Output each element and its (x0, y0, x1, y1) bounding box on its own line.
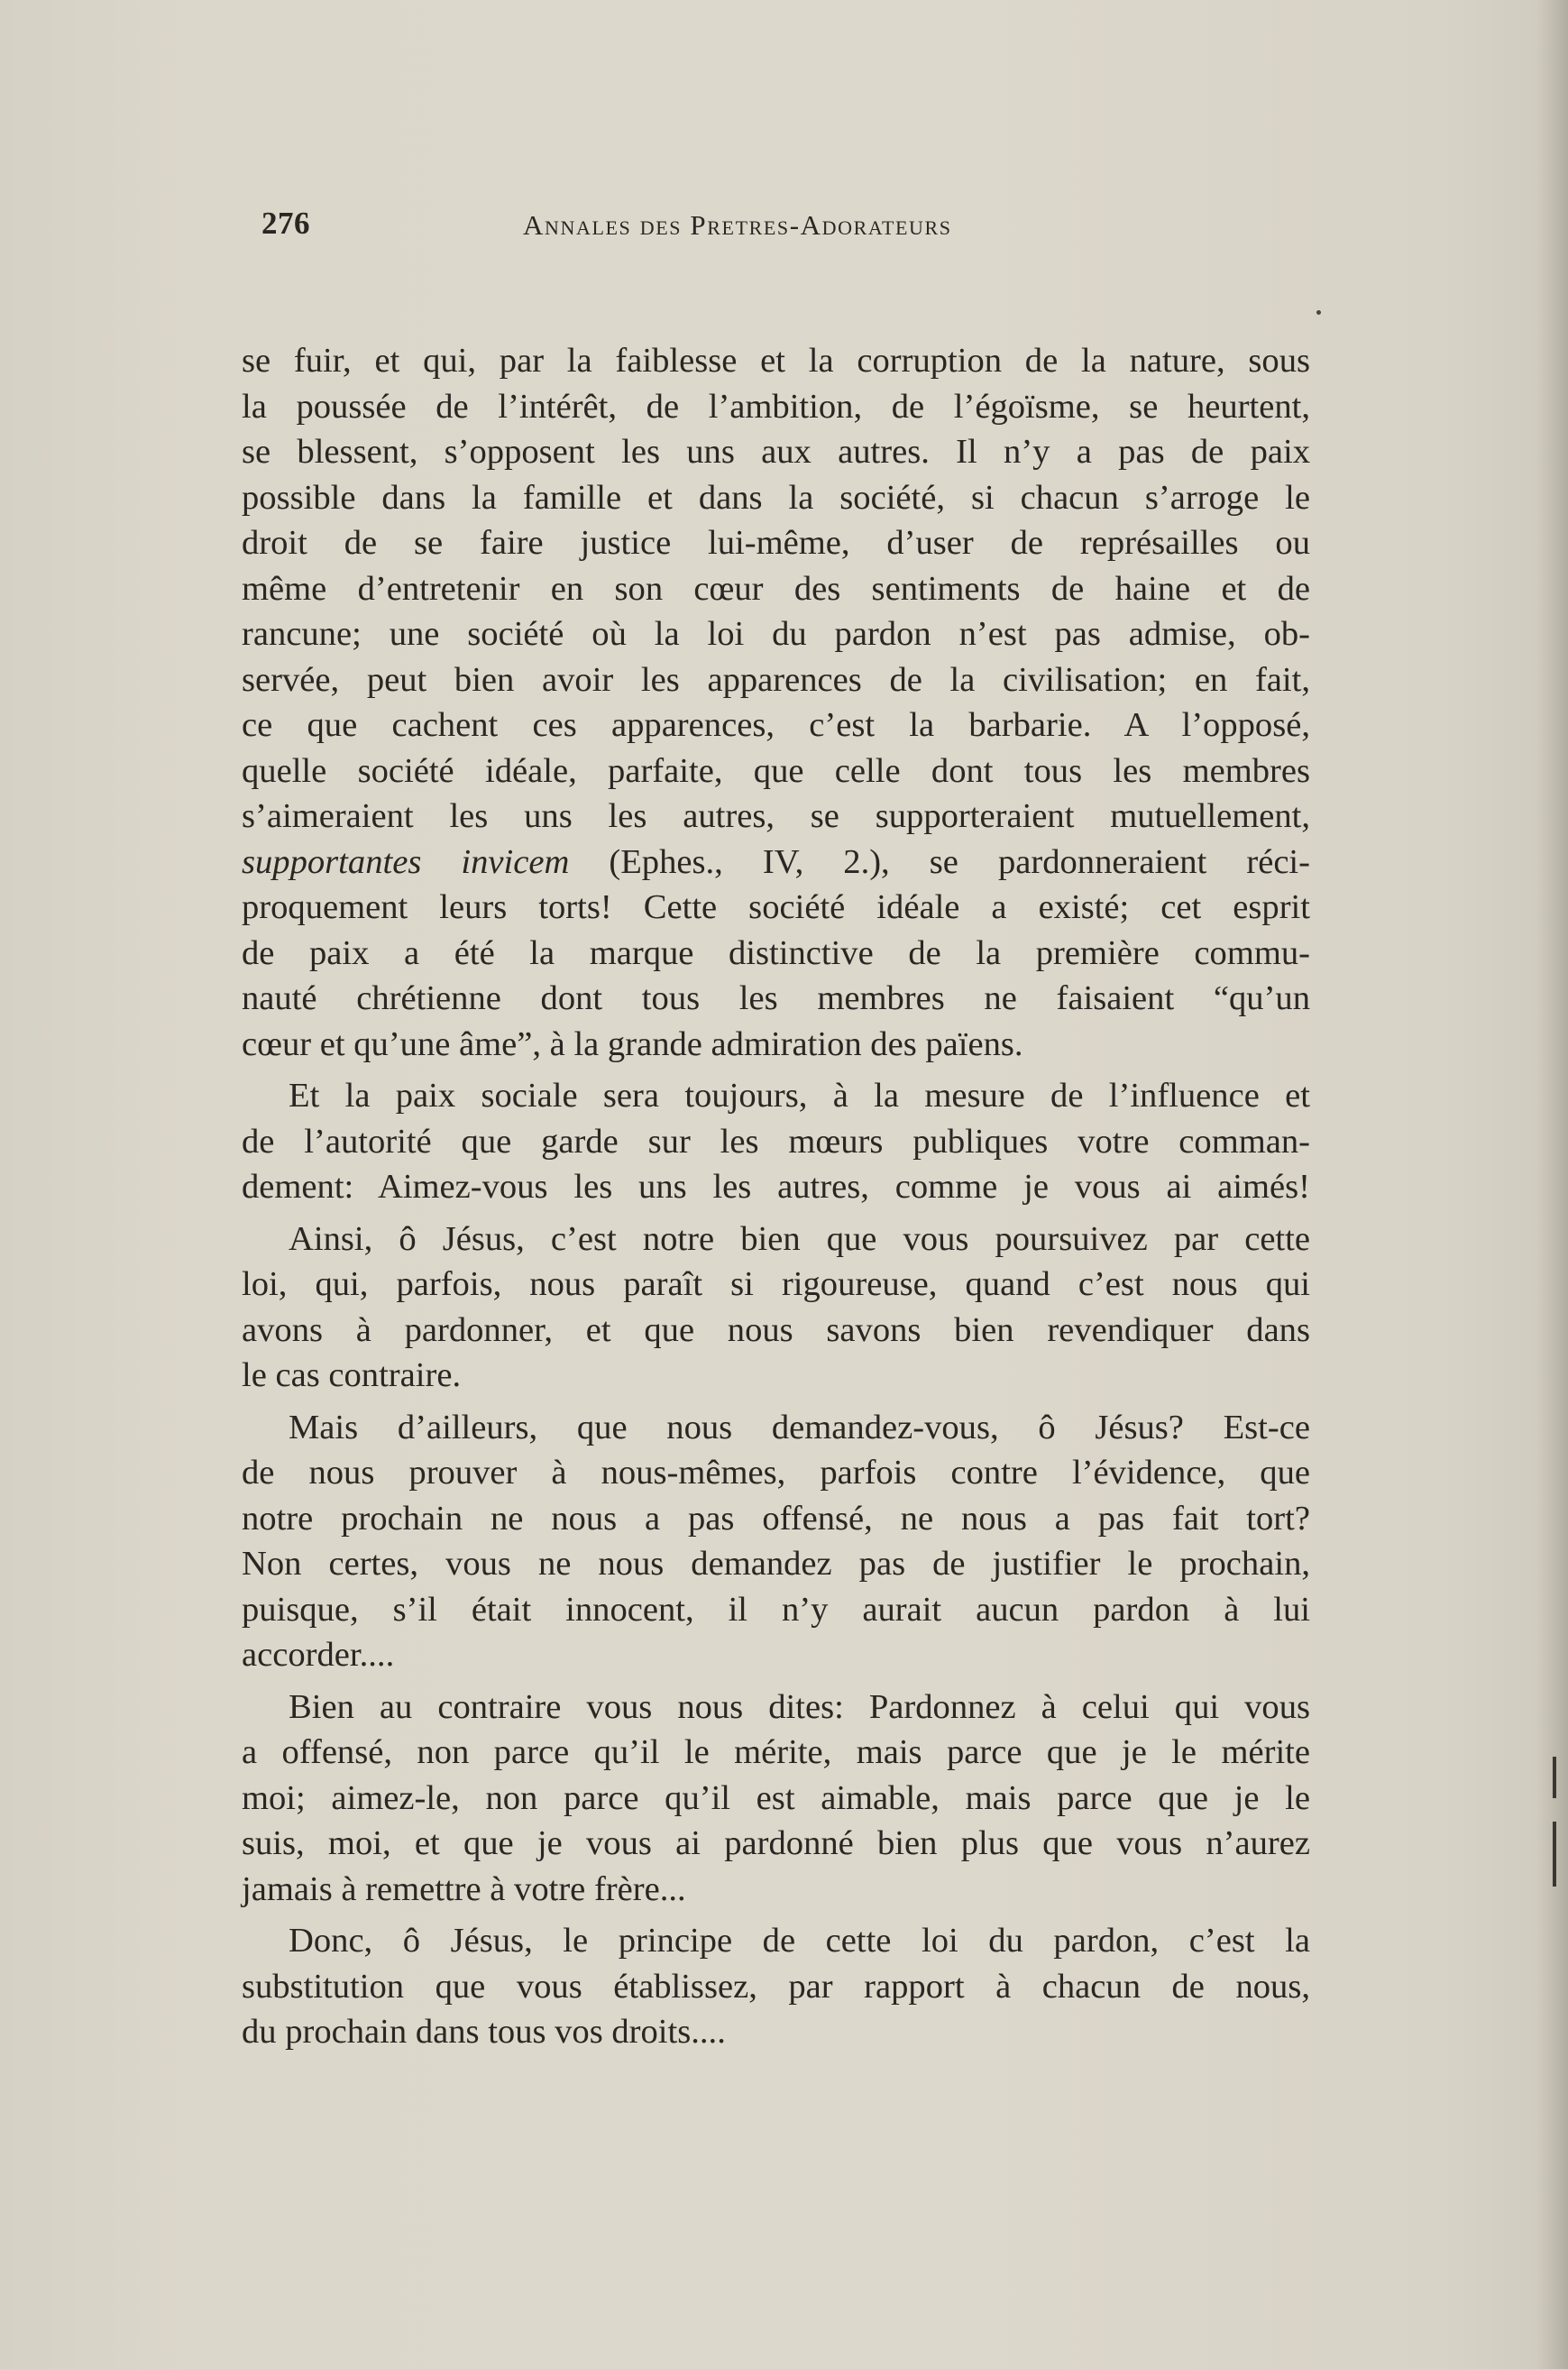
text-line: se blessent, s’opposent les uns aux autres. Il n’y a pas de paix (242, 433, 1310, 471)
latin-quote: supportantes invicem (242, 842, 570, 881)
text-line: la poussée de l’intérêt, de l’ambition, de l’égoïsme, se heurtent, (242, 387, 1310, 426)
text-line: substitution que vous établissez, par rapport à chacun de nous, (242, 1967, 1310, 2006)
text-line: dement: Aimez-vous les uns les autres, comme je vous ai aimés! (242, 1168, 1310, 1206)
text-line: de paix a été la marque distinctive de la première commu- (242, 933, 1310, 972)
page-edge-shadow (1536, 0, 1568, 2369)
text-line: droit de se faire justice lui-même, d’user de représailles ou (242, 524, 1310, 562)
page-number: 276 (261, 206, 310, 241)
margin-mark (1553, 1822, 1556, 1887)
text-line: de l’autorité que garde sur les mœurs publiques votre comman- (242, 1122, 1310, 1161)
text-line: même d’entretenir en son cœur des sentiments de haine et de (242, 569, 1310, 608)
text-line: jamais à remettre à votre frère... (242, 1869, 686, 1908)
text-line: accorder.... (242, 1636, 395, 1674)
text-line: s’aimeraient les uns les autres, se supporteraient mutuellement, (242, 797, 1310, 835)
text-line: Ainsi, ô Jésus, c’est notre bien que vous poursuivez par cette (289, 1219, 1310, 1258)
text-line: se fuir, et qui, par la faiblesse et la corruption de la nature, sous (242, 342, 1310, 380)
text-line: proquement leurs torts! Cette société idéale a existé; cet esprit (242, 888, 1310, 926)
margin-mark (1553, 1757, 1556, 1798)
paragraph-4 (242, 1405, 1310, 1678)
text-line: servée, peut bien avoir les apparences de la civilisation; en fait, (242, 660, 1310, 699)
paragraph-1 (242, 338, 1310, 1067)
page-header (261, 206, 1059, 251)
paragraph-3 (242, 1217, 1310, 1399)
paragraph-6 (242, 1918, 1310, 2055)
text-line: Mais d’ailleurs, que nous demandez-vous, ô Jésus? Est-ce (289, 1408, 1310, 1446)
paragraph-2 (242, 1073, 1310, 1210)
text-line: moi; aimez-le, non parce qu’il est aimable, mais parce que je le (242, 1778, 1310, 1817)
text-line: quelle société idéale, parfaite, que celle dont tous les membres (242, 751, 1310, 790)
running-title: Annales des Pretres-Adorateurs (523, 209, 952, 241)
text-line: avons à pardonner, et que nous savons bien revendiquer dans (242, 1310, 1310, 1349)
text-line: loi, qui, parfois, nous paraît si rigoureuse, quand c’est nous qui (242, 1265, 1310, 1303)
citation-text: (Ephes., IV, 2.), se pardonneraient réci- (569, 842, 1311, 881)
speck (1316, 310, 1321, 315)
text-line-with-latin-quote (242, 840, 1310, 886)
text-line: de nous prouver à nous-mêmes, parfois contre l’évidence, que (242, 1454, 1310, 1492)
text-line: Et la paix sociale sera toujours, à la mesure de l’influence et (289, 1077, 1310, 1115)
text-line: le cas contraire. (242, 1356, 462, 1394)
text-line: du prochain dans tous vos droits.... (242, 2013, 726, 2051)
text-line: rancune; une société où la loi du pardon n’est pas admise, ob- (242, 615, 1310, 653)
text-line: puisque, s’il était innocent, il n’y aurait aucun pardon à lui (242, 1590, 1310, 1629)
text-line: cœur et qu’une âme”, à la grande admiration des païens. (242, 1024, 1023, 1063)
text-line: a offensé, non parce qu’il le mérite, mais parce que je le mérite (242, 1733, 1310, 1771)
text-line: Bien au contraire vous nous dites: Pardonnez à celui qui vous (289, 1687, 1310, 1726)
paragraph-5 (242, 1685, 1310, 1913)
text-line: nauté chrétienne dont tous les membres ne faisaient “qu’un (242, 979, 1310, 1017)
text-line: Non certes, vous ne nous demandez pas de justifier le prochain, (242, 1545, 1310, 1583)
text-line: notre prochain ne nous a pas offensé, ne nous a pas fait tort? (242, 1499, 1310, 1538)
text-line: possible dans la famille et dans la société, si chacun s’arroge le (242, 478, 1310, 517)
text-line: Donc, ô Jésus, le principe de cette loi du pardon, c’est la (289, 1922, 1310, 1960)
body-text (242, 338, 1310, 2061)
text-line: ce que cachent ces apparences, c’est la barbarie. A l’opposé, (242, 706, 1310, 744)
text-line: suis, moi, et que je vous ai pardonné bien plus que vous n’aurez (242, 1824, 1310, 1862)
